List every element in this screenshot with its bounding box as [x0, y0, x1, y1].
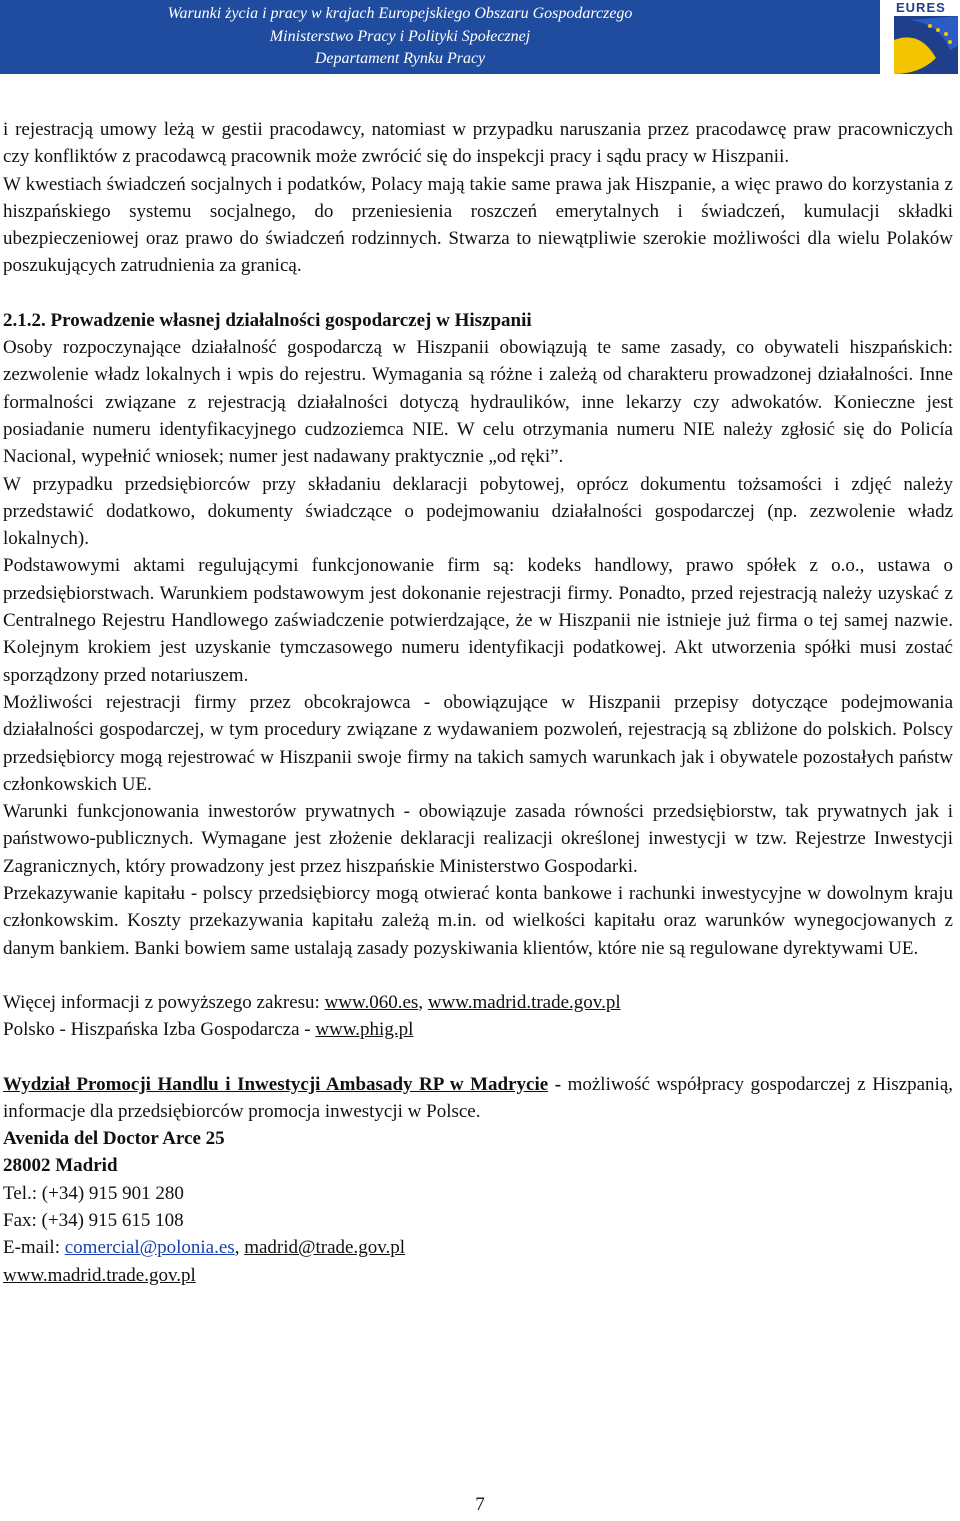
link-060[interactable]: www.060.es — [324, 991, 419, 1013]
address-line2: 28002 Madrid — [3, 1155, 118, 1177]
more-info-line — [3, 989, 953, 1016]
paragraph-osoby: Osoby rozpoczynające działalność gospodarczą w Hiszpanii obowiązują te same zasady, co obywateli hiszpańskich: zezwolenie władz lokalnych i wpis do rejestru. Wymagania są różne i zależą od charakteru prowadzonej działalności. Inne formalności związane z rejestracją działalności dotyczą hydraulików, inne lekarzy czy adwokatów. Konieczne jest posiadanie numeru identyfikacyjnego cudzoziemca NIE. W celu otrzymania numeru NIE należy zgłosić się do Policía Nacional, wypełnić wniosek; numer jest nadawany praktycznie „od ręki”. — [3, 337, 953, 468]
address-line1: Avenida del Doctor Arce 25 — [3, 1128, 225, 1150]
eures-logo — [880, 0, 960, 80]
website-link[interactable]: www.madrid.trade.gov.pl — [3, 1264, 196, 1286]
office-name: Wydział Promocji Handlu i Inwestycji Ambasady RP w Madrycie — [3, 1073, 549, 1095]
link-separator: , — [418, 991, 428, 1013]
header-title-line3: Departament Rynku Pracy — [314, 50, 486, 67]
chamber-prefix: Polsko - Hiszpańska Izba Gospodarcza - — [3, 1019, 316, 1041]
link-madrid-trade[interactable]: www.madrid.trade.gov.pl — [427, 991, 621, 1013]
paragraph-mozliwosci: Możliwości rejestracji firmy przez obcokrajowca - obowiązujące w Hiszpanii przepisy dotyczące podejmowania działalności gospodarczej, w tym procedury związane z wydawaniem pozwoleń, rejestracją są zbliżone do polskich. Polscy przedsiębiorcy mogą rejestrować w Hiszpanii swoje firmy na takich samych warunkach jak i obywatele pozostałych państw członkowskich UE. — [3, 691, 953, 795]
paragraph-social: W kwestiach świadczeń socjalnych i podatków, Polacy mają takie same prawa jak Hiszpanie, a więc prawo do korzystania z hiszpańskiego systemu socjalnego, do przeniesienia roszczeń emerytalnych i świadczeń, kumulacji składki ubezpieczeniowej oraz prawo do świadczeń rodzinnych. Stwarza to niewątpliwie szerokie możliwości dla wielu Polaków poszukujących zatrudnienia za granicą. — [3, 173, 953, 277]
website-line — [3, 1262, 953, 1289]
paragraph-kapital: Przekazywanie kapitału - polscy przedsiębiorcy mogą otwierać konta bankowe i rachunki inwestycyjne w dowolnym kraju członkowskim. Koszty przekazywania kapitału zależą m.in. od wielkości kapitału oraz warunków wynegocjowanych z danym bankiem. Banki bowiem same ustalają zasady pozyskiwania klientów, które nie są regulowane dyrektywami UE. — [3, 883, 953, 959]
office-dash: - — [548, 1073, 568, 1095]
page-number: 7 — [475, 1494, 485, 1515]
header-banner — [0, 0, 880, 74]
more-info-prefix: Więcej informacji z powyższego zakresu: — [3, 991, 325, 1013]
email-madrid-link[interactable]: madrid@trade.gov.pl — [244, 1237, 406, 1259]
email-separator: , — [234, 1237, 245, 1259]
page-header — [0, 0, 960, 80]
office-description: możliwość współpracy gospodarczej z Hiszpanią, informacje dla przedsiębiorców promocja inwestycji w Polsce. — [3, 1073, 953, 1122]
paragraph-akty: Podstawowymi aktami regulującymi funkcjonowanie firm są: kodeks handlowy, prawo spółek z o.o., ustawa o przedsiębiorstwach. Warunkiem podstawowym jest dokonanie rejestracji firmy. Ponadto, przed rejestracją należy uzyskać z Centralnego Rejestru Handlowego zaświadczenie potwierdzające, że w Hiszpanii nie istnieje już firma o tej samej nazwie. Kolejnym krokiem jest uzyskanie tymczasowego numeru identyfikacji podatkowej. Akt utworzenia spółki musi zostać sporządzony przed notariuszem. — [3, 555, 953, 686]
eures-logo-text: EURES — [896, 0, 946, 15]
fax: Fax: (+34) 915 615 108 — [3, 1209, 184, 1231]
telephone: Tel.: (+34) 915 901 280 — [3, 1182, 184, 1204]
header-title-line2: Ministerstwo Pracy i Polityki Społecznej — [269, 27, 531, 45]
spacer — [3, 1044, 953, 1071]
document-body — [3, 116, 953, 1289]
paragraph-deklaracja: W przypadku przedsiębiorców przy składaniu deklaracji pobytowej, oprócz dokumentu tożsamości i zdjęć należy przedstawić dodatkowo, dokumenty świadczące o podejmowaniu działalności gospodarczej (np. zezwolenie władz lokalnych). — [3, 473, 953, 550]
email-comercial-link[interactable]: comercial@polonia.es — [64, 1237, 235, 1259]
link-phig[interactable]: www.phig.pl — [315, 1019, 414, 1041]
spacer — [3, 962, 953, 989]
office-paragraph — [3, 1071, 953, 1126]
spacer — [3, 280, 953, 307]
email-prefix: E-mail: — [3, 1237, 65, 1259]
email-line — [3, 1234, 953, 1261]
header-title-line1: Warunki życia i pracy w krajach Europejskiego Obszaru Gospodarczego — [167, 5, 633, 22]
paragraph-intro: i rejestracją umowy leżą w gestii pracodawcy, natomiast w przypadku naruszania przez pracodawcę praw pracowniczych czy konfliktów z pracodawcą pracownik może zwrócić się do inspekcji pracy i sądu pracy w Hiszpanii. — [3, 119, 953, 168]
chamber-line — [3, 1016, 953, 1043]
paragraph-inwestorzy: Warunki funkcjonowania inwestorów prywatnych - obowiązuje zasada równości przedsiębiorstw, tak prywatnych jak i państwowo-publicznych. Wymagane jest złożenie deklaracji realizacji określonej inwestycji w tzw. Rejestrze Inwestycji Zagranicznych, który prowadzony jest przez hiszpańskie Ministerstwo Gospodarki. — [3, 801, 953, 877]
section-heading: 2.1.2. Prowadzenie własnej działalności gospodarczej w Hiszpanii — [3, 309, 532, 331]
